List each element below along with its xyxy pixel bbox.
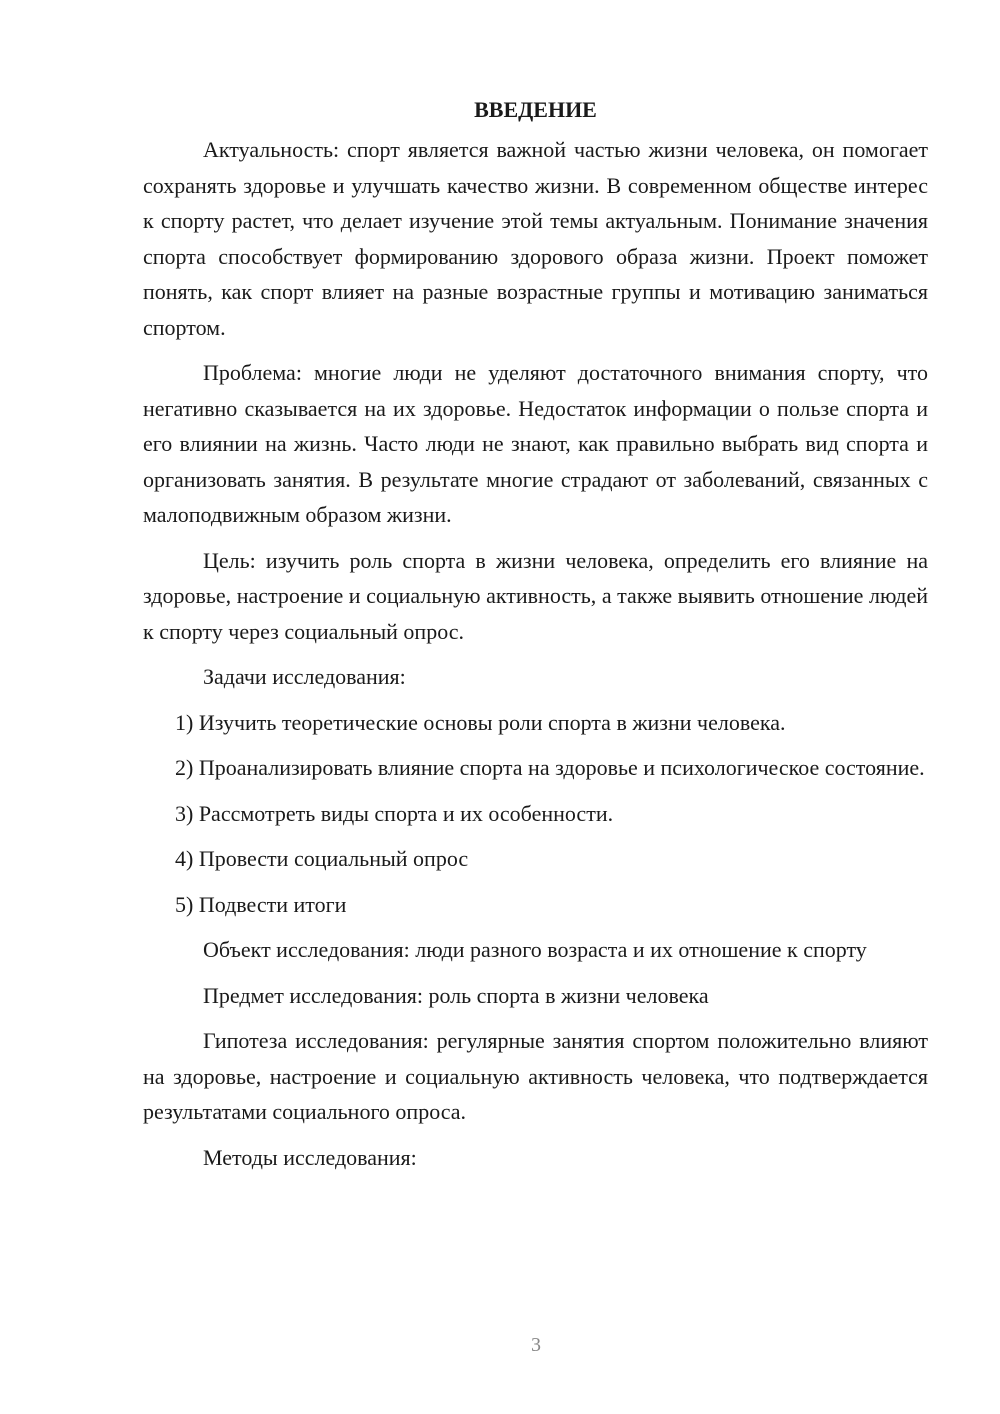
paragraph-object: Объект исследования: люди разного возраста и их отношение к спорту [203, 937, 867, 962]
tasks-list [143, 705, 928, 923]
page-number: 3 [531, 1334, 541, 1356]
list-item: 3) Рассмотреть виды спорта и их особенности. [175, 800, 614, 826]
paragraph-problem: Проблема: многие люди не уделяют достаточного внимания спорту, что негативно сказывается на их здоровье. Недостаток информации о пользе спорта и его влиянии на жизнь. Часто люди не знают, как правильно выбрать вид спорта и организовать занятия. В результате многие страдают от заболеваний, связанных с малоподвижным образом жизни. [143, 360, 928, 527]
paragraph-relevance: Актуальность: спорт является важной частью жизни человека, он помогает сохранять здоровье и улучшать качество жизни. В современном обществе интерес к спорту растет, что делает изучение этой темы актуальным. Понимание значения спорта способствует формированию здорового образа жизни. Проект поможет понять, как спорт влияет на разные возрастные группы и мотивацию заниматься спортом. [143, 137, 928, 340]
document-page [143, 92, 928, 1185]
list-item: 4) Провести социальный опрос [175, 846, 469, 871]
paragraph-hypothesis: Гипотеза исследования: регулярные занятия спортом положительно влияют на здоровье, настроение и социальную активность человека, что подтверждается результатами социального опроса. [143, 1028, 928, 1124]
page-title: ВВЕДЕНИЕ [474, 97, 597, 122]
paragraph-subject: Предмет исследования: роль спорта в жизни человека [203, 982, 709, 1008]
tasks-heading: Задачи исследования: [203, 664, 406, 689]
paragraph-goal: Цель: изучить роль спорта в жизни человека, определить его влияние на здоровье, настроение и социальную активность, а также выявить отношение людей к спорту через социальный опрос. [143, 547, 928, 644]
list-item: 1) Изучить теоретические основы роли спорта в жизни человека. [175, 709, 786, 735]
list-item: 2) Проанализировать влияние спорта на здоровье и психологическое состояние. [175, 755, 925, 780]
methods-heading: Методы исследования: [203, 1144, 417, 1170]
list-item: 5) Подвести итоги [175, 891, 347, 917]
